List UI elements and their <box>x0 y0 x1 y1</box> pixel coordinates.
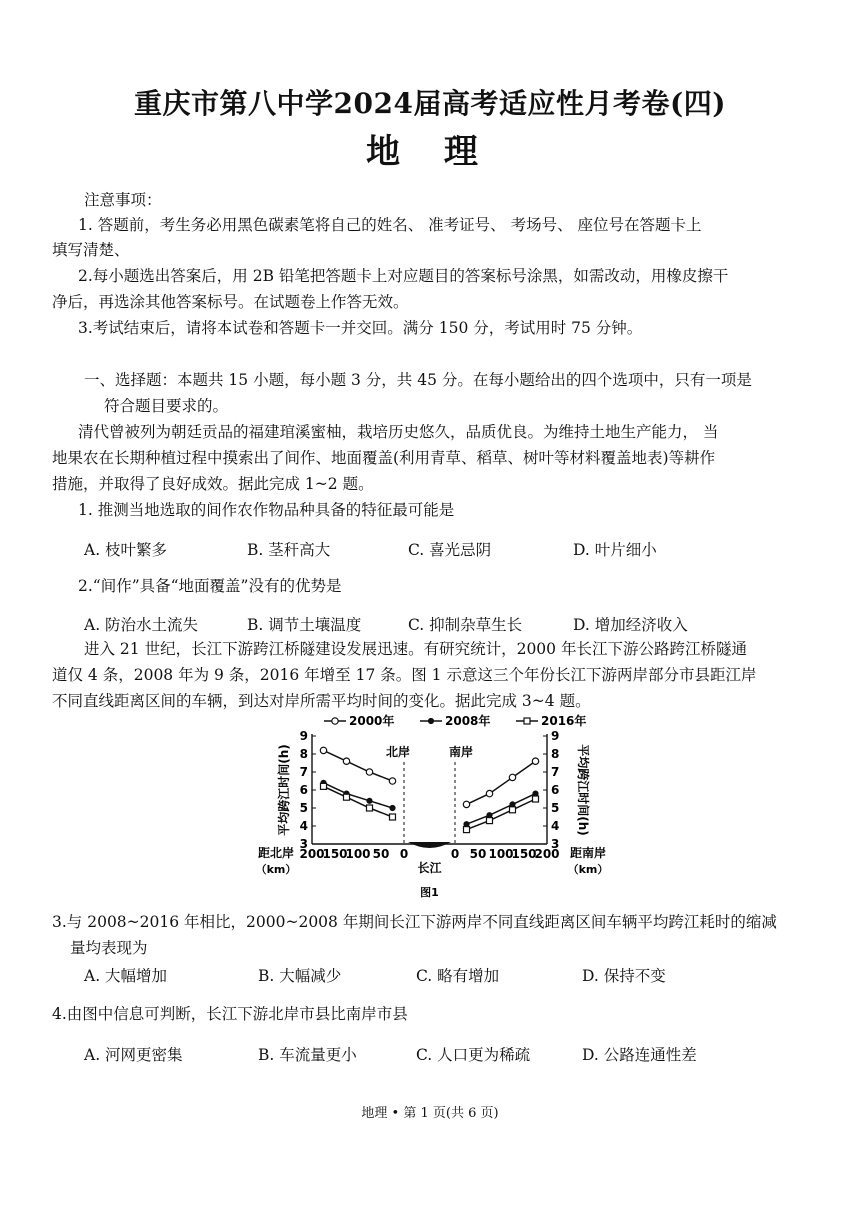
passage-1-line-1: 清代曾被列为朝廷贡品的福建琯溪蜜柚，栽培历史悠久，品质优良。为维持土地生产能力， 当 <box>78 423 719 441</box>
series-1-north-point <box>367 798 372 803</box>
series-1-north-line <box>324 783 393 808</box>
left-y-axis-title: 平均跨江时间(h) <box>277 744 291 836</box>
passage-2-line-1: 进入 21 世纪，长江下游跨江桥隧建设发展迅速。有研究统计，2000 年长江下游公路跨江桥隧通 <box>84 640 747 658</box>
series-0-south-point <box>486 790 492 796</box>
series-0-south-point <box>532 758 538 764</box>
right-y-tick-label: 5 <box>551 801 560 815</box>
legend-marker <box>524 718 530 724</box>
right-y-tick-label: 7 <box>551 765 560 779</box>
page-footer: 地理 • 第 1 页(共 6 页) <box>361 1106 499 1121</box>
q2-option-d: D. 增加经济收入 <box>573 616 688 634</box>
left-y-tick-label: 8 <box>299 747 308 761</box>
left-y-tick-label: 7 <box>299 765 308 779</box>
q3-option-b: B. 大幅减少 <box>258 967 342 985</box>
note-1-line-2: 填写清楚、 <box>52 241 130 259</box>
right-y-axis-title: 平均跨江时间(h) <box>576 744 590 836</box>
q1-option-c: C. 喜光忌阴 <box>408 541 492 559</box>
exam-title: 重庆市第八中学2024届高考适应性月考卷(四) <box>134 87 726 120</box>
subject-title: 地 理 <box>366 132 494 172</box>
legend-marker <box>332 718 338 724</box>
left-x-axis-unit: （km） <box>255 863 297 876</box>
q2-option-b: B. 调节土壤温度 <box>247 616 362 634</box>
left-x-axis-title: 距北岸 <box>257 846 295 860</box>
q1-option-d: D. 叶片细小 <box>573 541 657 559</box>
q1-option-a: A. 枝叶繁多 <box>84 541 168 559</box>
q4-option-a: A. 河网更密集 <box>84 1046 183 1064</box>
series-0-north-line <box>324 750 393 781</box>
legend-label: 2000年 <box>349 714 395 728</box>
series-2-south-point <box>464 827 470 833</box>
right-y-tick-label: 3 <box>551 837 560 851</box>
series-2-south-point <box>510 807 516 813</box>
series-2-south-line <box>467 799 536 830</box>
legend-label: 2008年 <box>445 714 491 728</box>
q3-option-a: A. 大幅增加 <box>84 967 168 985</box>
q4-option-b: B. 车流量更小 <box>258 1046 357 1064</box>
left-x-tick-label: 100 <box>345 847 371 861</box>
left-y-tick-label: 9 <box>299 729 308 743</box>
north-bank-label: 北岸 <box>385 745 410 759</box>
passage-1-line-2: 地果农在长期种植过程中摸索出了间作、地面覆盖(利用青草、稻草、树叶等材料覆盖地表)等耕作 <box>52 449 716 467</box>
series-0-north-point <box>320 747 326 753</box>
left-x-tick-label: 50 <box>372 847 390 861</box>
question-1-stem: 1. 推测当地选取的间作农作物品种具备的特征最可能是 <box>78 501 455 519</box>
series-0-south-point <box>463 801 469 807</box>
series-0-south-point <box>509 774 515 780</box>
series-0-north-point <box>343 758 349 764</box>
series-1-south-line <box>467 794 536 825</box>
series-0-north-point <box>389 778 395 784</box>
series-2-north-point <box>390 814 396 820</box>
passage-2-line-3: 不同直线距离区间的车辆，到达对岸所需平均时间的变化。据此完成 3~4 题。 <box>52 692 591 710</box>
question-4-stem: 4.由图中信息可判断，长江下游北岸市县比南岸市县 <box>52 1005 408 1023</box>
q3-option-d: D. 保持不变 <box>582 967 666 985</box>
question-3-stem-line-1: 3.与 2008~2016 年相比，2000~2008 年期间长江下游两岸不同直线距离区间车辆平均跨江耗时的缩减 <box>52 913 777 931</box>
left-y-tick-label: 5 <box>299 801 308 815</box>
question-3-stem-line-2: 量均表现为 <box>70 939 148 957</box>
passage-2-line-2: 道仅 4 条，2008 年为 9 条，2016 年增至 17 条。图 1 示意这三个年份长江下游两岸部分市县距江岸 <box>52 666 757 684</box>
q1-option-b: B. 茎秆高大 <box>247 541 331 559</box>
river-label: 长江 <box>417 861 442 875</box>
river-shape <box>408 842 451 848</box>
series-2-south-point <box>487 818 493 824</box>
question-2-stem: 2.“间作”具备“地面覆盖”没有的优势是 <box>78 577 342 595</box>
right-x-tick-label: 200 <box>534 847 560 861</box>
note-3: 3.考试结束后，请将本试卷和答题卡一并交回。满分 150 分，考试用时 75 分钟。 <box>78 319 643 337</box>
note-2-line-1: 2.每小题选出答案后，用 2B 铅笔把答题卡上对应题目的答案标号涂黑，如需改动，用橡皮擦干 <box>78 267 729 285</box>
series-2-north-point <box>321 783 327 789</box>
right-y-tick-label: 8 <box>551 747 560 761</box>
south-bank-label: 南岸 <box>449 745 474 759</box>
left-y-tick-label: 6 <box>299 783 308 797</box>
right-x-tick-label: 100 <box>488 847 514 861</box>
right-x-tick-label: 150 <box>511 847 537 861</box>
figure-1-chart <box>252 712 612 907</box>
passage-1-line-3: 措施，并取得了良好成效。据此完成 1~2 题。 <box>52 475 374 493</box>
q4-option-c: C. 人口更为稀疏 <box>416 1046 531 1064</box>
legend-label: 2016年 <box>541 714 587 728</box>
q2-option-a: A. 防治水土流失 <box>84 616 199 634</box>
left-y-tick-label: 4 <box>299 819 308 833</box>
series-0-north-point <box>366 769 372 775</box>
left-x-tick-label: 200 <box>299 847 325 861</box>
q4-option-d: D. 公路连通性差 <box>582 1046 697 1064</box>
notes-heading: 注意事项： <box>84 191 162 209</box>
series-1-north-point <box>390 805 395 810</box>
left-y-tick-label: 3 <box>299 837 308 851</box>
legend-marker <box>428 718 433 723</box>
right-x-tick-label: 50 <box>469 847 487 861</box>
right-x-axis-unit: （km） <box>567 863 609 876</box>
section-1-line-1: 一、选择题：本题共 15 小题，每小题 3 分，共 45 分。在每小题给出的四个选项中，只有一项是 <box>84 371 752 389</box>
q2-option-c: C. 抑制杂草生长 <box>408 616 523 634</box>
q3-option-c: C. 略有增加 <box>416 967 500 985</box>
note-1-line-1: 1. 答题前，考生务必用黑色碳素笔将自己的姓名、 准考证号、 考场号、 座位号在答题卡上 <box>78 216 702 234</box>
left-x-tick-label: 0 <box>399 847 409 861</box>
right-y-tick-label: 6 <box>551 783 560 797</box>
series-2-north-point <box>367 805 373 811</box>
figure-caption: 图1 <box>420 886 439 899</box>
series-2-south-point <box>533 796 539 802</box>
right-y-tick-label: 4 <box>551 819 560 833</box>
series-2-north-line <box>324 786 393 817</box>
right-x-tick-label: 0 <box>450 847 460 861</box>
series-2-north-point <box>344 794 350 800</box>
section-1-line-2: 符合题目要求的。 <box>104 397 229 415</box>
note-2-line-2: 净后，再选涂其他答案标号。在试题卷上作答无效。 <box>52 293 409 311</box>
right-y-tick-label: 9 <box>551 729 560 743</box>
left-x-tick-label: 150 <box>322 847 348 861</box>
right-x-axis-title: 距南岸 <box>569 846 607 860</box>
